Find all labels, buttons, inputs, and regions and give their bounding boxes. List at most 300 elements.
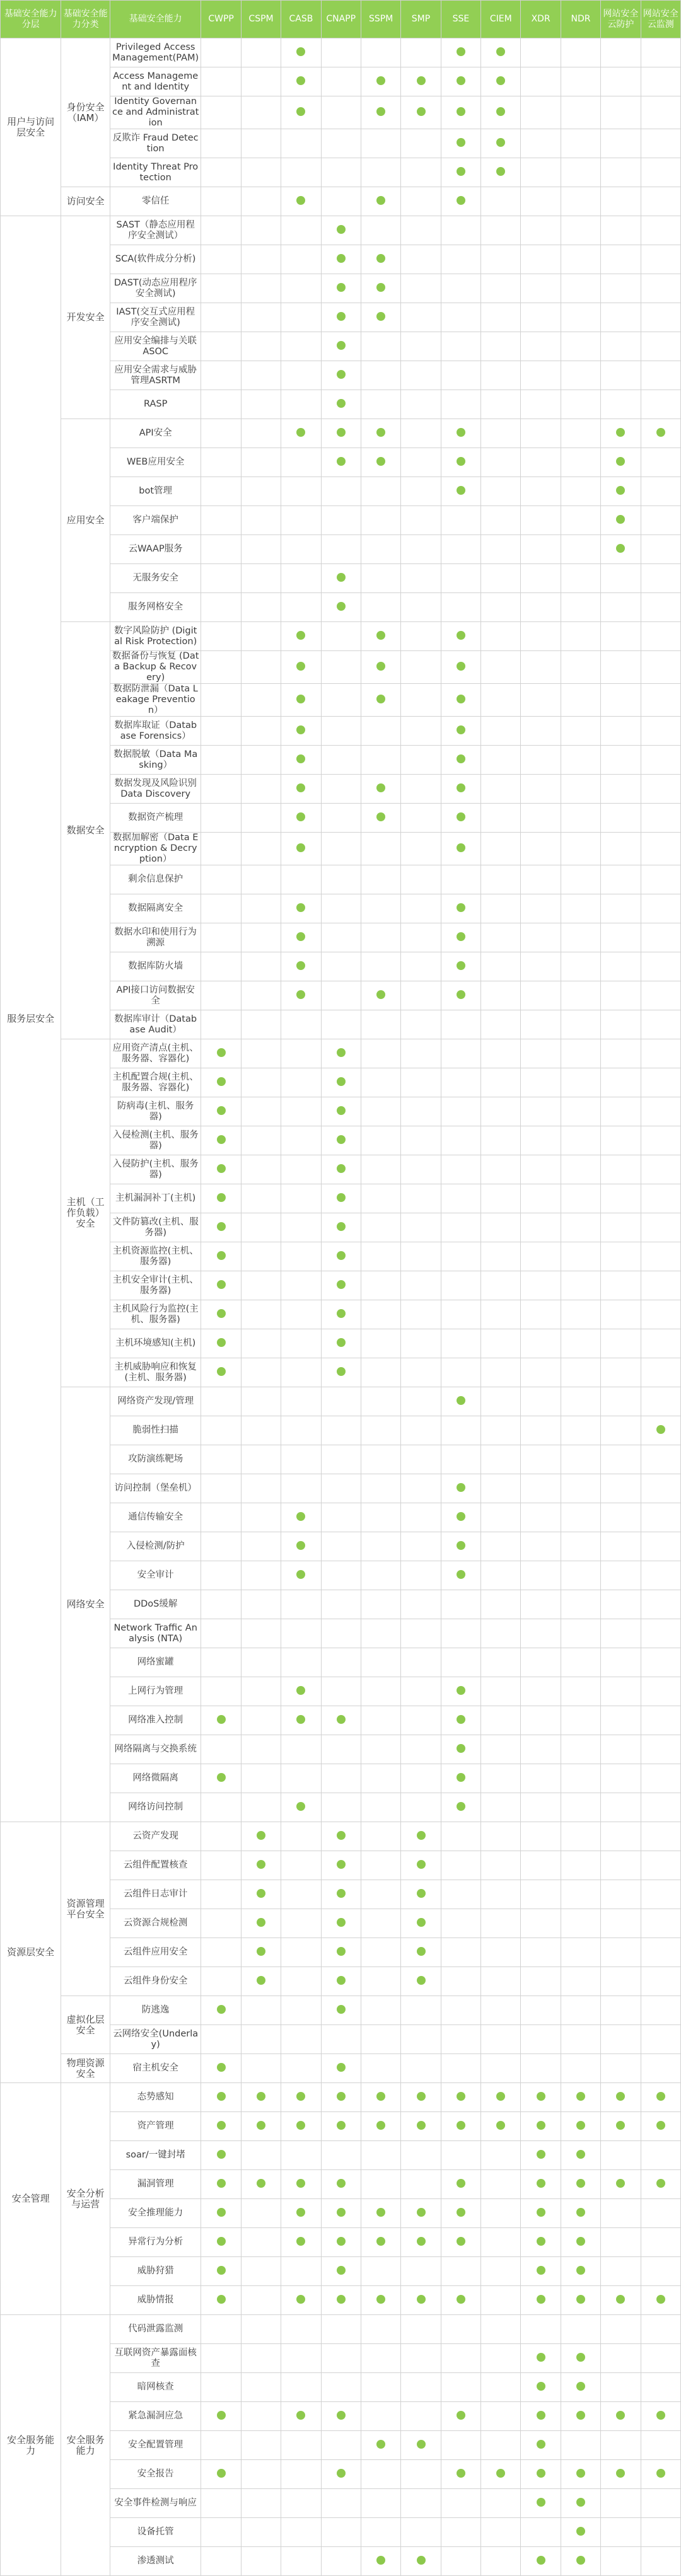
category-cell: 安全服务能力	[61, 2315, 110, 2576]
support-cell	[401, 2344, 441, 2373]
support-cell	[241, 952, 281, 981]
support-cell	[401, 535, 441, 564]
capability-cell: 数据库取证（Database Forensics）	[110, 717, 201, 746]
support-cell	[401, 2518, 441, 2547]
support-cell	[561, 2315, 600, 2344]
support-cell	[481, 1242, 521, 1271]
support-cell	[401, 1010, 441, 1039]
supported-dot-icon	[417, 2440, 426, 2449]
support-cell	[441, 1010, 480, 1039]
supported-dot-icon	[457, 76, 465, 85]
support-cell	[441, 684, 480, 717]
support-cell	[441, 1387, 480, 1416]
support-cell	[601, 1793, 641, 1822]
support-cell	[241, 2025, 281, 2054]
support-cell	[321, 535, 361, 564]
support-cell	[401, 1938, 441, 1967]
support-cell	[281, 2141, 321, 2170]
support-cell	[441, 2315, 480, 2344]
support-cell	[201, 1445, 241, 1474]
supported-dot-icon	[457, 662, 465, 671]
support-cell	[441, 833, 480, 865]
support-cell	[361, 1735, 400, 1764]
support-cell	[321, 1706, 361, 1735]
supported-dot-icon	[616, 428, 625, 437]
supported-dot-icon	[457, 486, 465, 495]
support-cell	[561, 506, 600, 535]
support-cell	[321, 1445, 361, 1474]
supported-dot-icon	[457, 695, 465, 703]
support-cell	[641, 981, 680, 1010]
support-cell	[641, 477, 680, 506]
support-cell	[481, 216, 521, 245]
support-cell	[481, 1996, 521, 2025]
support-cell	[241, 477, 281, 506]
supported-dot-icon	[496, 76, 505, 85]
supported-dot-icon	[376, 2092, 385, 2101]
supported-dot-icon	[576, 2295, 585, 2304]
support-cell	[521, 1416, 561, 1445]
support-cell	[201, 38, 241, 67]
supported-dot-icon	[376, 283, 385, 292]
support-cell	[641, 1967, 680, 1996]
support-cell	[441, 2373, 480, 2402]
column-header: CWPP	[201, 1, 241, 38]
support-cell	[601, 564, 641, 593]
supported-dot-icon	[296, 1541, 305, 1550]
supported-dot-icon	[337, 254, 346, 263]
support-cell	[361, 274, 400, 303]
support-cell	[521, 1851, 561, 1880]
support-cell	[561, 1242, 600, 1271]
supported-dot-icon	[217, 2092, 226, 2101]
support-cell	[601, 2257, 641, 2286]
support-cell	[441, 2489, 480, 2518]
support-cell	[641, 1764, 680, 1793]
support-cell	[521, 2373, 561, 2402]
support-cell	[601, 448, 641, 477]
supported-dot-icon	[217, 2063, 226, 2072]
supported-dot-icon	[296, 2237, 305, 2246]
support-cell	[241, 245, 281, 274]
support-cell	[561, 923, 600, 952]
support-cell	[401, 833, 441, 865]
support-cell	[641, 535, 680, 564]
capability-cell: DAST(动态应用程序安全测试)	[110, 274, 201, 303]
support-cell	[641, 622, 680, 651]
supported-dot-icon	[457, 2469, 465, 2478]
supported-dot-icon	[616, 2295, 625, 2304]
support-cell	[601, 1648, 641, 1677]
support-cell	[641, 2025, 680, 2054]
supported-dot-icon	[457, 1483, 465, 1492]
supported-dot-icon	[217, 1048, 226, 1057]
capability-cell: WEB应用安全	[110, 448, 201, 477]
support-cell	[281, 746, 321, 775]
support-cell	[321, 2112, 361, 2141]
support-cell	[201, 1300, 241, 1329]
supported-dot-icon	[496, 47, 505, 56]
support-cell	[561, 775, 600, 804]
support-cell	[561, 1851, 600, 1880]
support-cell	[401, 187, 441, 216]
support-cell	[281, 419, 321, 448]
support-cell	[281, 1619, 321, 1648]
supported-dot-icon	[376, 2295, 385, 2304]
support-cell	[641, 303, 680, 332]
support-cell	[361, 448, 400, 477]
capability-cell: 安全审计	[110, 1561, 201, 1590]
support-cell	[201, 1010, 241, 1039]
support-cell	[201, 1822, 241, 1851]
table-row	[1, 419, 681, 448]
capability-cell: 服务网格安全	[110, 593, 201, 622]
support-cell	[481, 833, 521, 865]
supported-dot-icon	[337, 428, 346, 437]
supported-dot-icon	[217, 1251, 226, 1260]
supported-dot-icon	[576, 2179, 585, 2188]
support-cell	[361, 684, 400, 717]
support-cell	[601, 1532, 641, 1561]
supported-dot-icon	[296, 631, 305, 640]
support-cell	[241, 2170, 281, 2199]
support-cell	[201, 1619, 241, 1648]
supported-dot-icon	[576, 2208, 585, 2217]
support-cell	[641, 717, 680, 746]
support-cell	[281, 1938, 321, 1967]
support-cell	[241, 2199, 281, 2228]
supported-dot-icon	[496, 138, 505, 147]
support-cell	[241, 158, 281, 187]
support-cell	[401, 1387, 441, 1416]
supported-dot-icon	[337, 1889, 346, 1898]
support-cell	[561, 2199, 600, 2228]
support-cell	[241, 1010, 281, 1039]
layer-cell: 安全管理	[1, 2083, 61, 2315]
supported-dot-icon	[457, 631, 465, 640]
support-cell	[321, 129, 361, 158]
support-cell	[521, 245, 561, 274]
support-cell	[641, 1445, 680, 1474]
support-cell	[641, 448, 680, 477]
support-cell	[441, 506, 480, 535]
support-cell	[321, 1967, 361, 1996]
support-cell	[401, 1909, 441, 1938]
support-cell	[321, 2518, 361, 2547]
supported-dot-icon	[296, 1570, 305, 1579]
support-cell	[521, 477, 561, 506]
support-cell	[481, 1329, 521, 1358]
supported-dot-icon	[296, 2092, 305, 2101]
support-cell	[481, 274, 521, 303]
support-cell	[641, 2344, 680, 2373]
support-cell	[481, 865, 521, 894]
support-cell	[561, 1909, 600, 1938]
support-cell	[561, 2083, 600, 2112]
support-cell	[521, 1938, 561, 1967]
header-row	[1, 1, 681, 38]
support-cell	[361, 1329, 400, 1358]
support-cell	[521, 1358, 561, 1387]
support-cell	[361, 622, 400, 651]
supported-dot-icon	[457, 138, 465, 147]
support-cell	[601, 1996, 641, 2025]
supported-dot-icon	[537, 2150, 545, 2159]
capability-cell: 入侵检测/防护	[110, 1532, 201, 1561]
support-cell	[281, 38, 321, 67]
support-cell	[281, 1329, 321, 1358]
support-cell	[361, 96, 400, 129]
support-cell	[481, 2199, 521, 2228]
support-cell	[521, 1619, 561, 1648]
support-cell	[561, 1619, 600, 1648]
support-cell	[521, 1590, 561, 1619]
support-cell	[481, 622, 521, 651]
support-cell	[561, 216, 600, 245]
support-cell	[601, 1126, 641, 1155]
support-cell	[441, 390, 480, 419]
support-cell	[641, 1996, 680, 2025]
supported-dot-icon	[217, 2469, 226, 2478]
support-cell	[401, 1590, 441, 1619]
support-cell	[361, 129, 400, 158]
support-cell	[601, 1155, 641, 1184]
support-cell	[361, 2199, 400, 2228]
support-cell	[321, 1213, 361, 1242]
supported-dot-icon	[217, 1773, 226, 1782]
support-cell	[241, 1851, 281, 1880]
supported-dot-icon	[417, 1976, 426, 1985]
supported-dot-icon	[417, 2208, 426, 2217]
support-cell	[521, 1764, 561, 1793]
support-cell	[401, 1967, 441, 1996]
table-row	[1, 1387, 681, 1416]
support-cell	[521, 894, 561, 923]
support-cell	[361, 1300, 400, 1329]
support-cell	[441, 804, 480, 833]
support-cell	[521, 1909, 561, 1938]
supported-dot-icon	[616, 2179, 625, 2188]
support-cell	[201, 535, 241, 564]
support-cell	[441, 1416, 480, 1445]
support-cell	[241, 1996, 281, 2025]
support-cell	[401, 564, 441, 593]
support-cell	[641, 506, 680, 535]
support-cell	[401, 1445, 441, 1474]
support-cell	[241, 1387, 281, 1416]
support-cell	[441, 1474, 480, 1503]
support-cell	[401, 1474, 441, 1503]
support-cell	[321, 2228, 361, 2257]
supported-dot-icon	[217, 2121, 226, 2130]
table-row	[1, 622, 681, 651]
category-cell: 访问安全	[61, 187, 110, 216]
supported-dot-icon	[496, 107, 505, 116]
support-cell	[281, 1503, 321, 1532]
support-cell	[561, 746, 600, 775]
supported-dot-icon	[417, 1918, 426, 1927]
support-cell	[641, 245, 680, 274]
supported-dot-icon	[376, 2208, 385, 2217]
support-cell	[641, 2083, 680, 2112]
support-cell	[601, 2489, 641, 2518]
support-cell	[241, 1648, 281, 1677]
support-cell	[321, 923, 361, 952]
support-cell	[281, 2344, 321, 2373]
supported-dot-icon	[417, 1889, 426, 1898]
support-cell	[441, 1242, 480, 1271]
supported-dot-icon	[457, 1686, 465, 1695]
support-cell	[521, 593, 561, 622]
capability-cell: 主机安全审计(主机、服务器)	[110, 1271, 201, 1300]
support-cell	[641, 96, 680, 129]
support-cell	[321, 245, 361, 274]
support-cell	[201, 2025, 241, 2054]
support-cell	[201, 129, 241, 158]
supported-dot-icon	[457, 196, 465, 205]
support-cell	[361, 1126, 400, 1155]
support-cell	[241, 1155, 281, 1184]
support-cell	[441, 2460, 480, 2489]
supported-dot-icon	[537, 2295, 545, 2304]
support-cell	[561, 2286, 600, 2315]
support-cell	[401, 717, 441, 746]
support-cell	[401, 477, 441, 506]
support-cell	[281, 1880, 321, 1909]
supported-dot-icon	[457, 812, 465, 821]
support-cell	[561, 684, 600, 717]
support-cell	[321, 1764, 361, 1793]
column-header: 网站安全云防护	[601, 1, 641, 38]
support-cell	[361, 1793, 400, 1822]
support-cell	[641, 2257, 680, 2286]
capability-cell: 设备托管	[110, 2518, 201, 2547]
capability-cell: 安全报告	[110, 2460, 201, 2489]
support-cell	[201, 2083, 241, 2112]
support-cell	[281, 216, 321, 245]
supported-dot-icon	[337, 399, 346, 408]
support-cell	[601, 684, 641, 717]
support-cell	[521, 506, 561, 535]
supported-dot-icon	[537, 2411, 545, 2420]
support-cell	[441, 1590, 480, 1619]
support-cell	[601, 2083, 641, 2112]
support-cell	[441, 1764, 480, 1793]
supported-dot-icon	[376, 312, 385, 321]
support-cell	[641, 2402, 680, 2431]
support-cell	[441, 535, 480, 564]
support-cell	[601, 2344, 641, 2373]
support-cell	[521, 981, 561, 1010]
capability-cell: 网络微隔离	[110, 1764, 201, 1793]
support-cell	[441, 448, 480, 477]
supported-dot-icon	[457, 961, 465, 970]
support-cell	[321, 2199, 361, 2228]
support-cell	[481, 187, 521, 216]
support-cell	[321, 1387, 361, 1416]
capability-cell: 威胁情报	[110, 2286, 201, 2315]
supported-dot-icon	[417, 2556, 426, 2565]
support-cell	[481, 2112, 521, 2141]
support-cell	[201, 2373, 241, 2402]
support-cell	[361, 1242, 400, 1271]
support-cell	[361, 717, 400, 746]
support-cell	[241, 129, 281, 158]
support-cell	[521, 274, 561, 303]
support-cell	[561, 1503, 600, 1532]
support-cell	[601, 1300, 641, 1329]
support-cell	[641, 1532, 680, 1561]
capability-cell: 网络蜜罐	[110, 1648, 201, 1677]
support-cell	[481, 2083, 521, 2112]
support-cell	[401, 2257, 441, 2286]
column-header: CASB	[281, 1, 321, 38]
support-cell	[321, 1677, 361, 1706]
support-cell	[561, 952, 600, 981]
supported-dot-icon	[537, 2440, 545, 2449]
support-cell	[601, 361, 641, 390]
support-cell	[321, 1793, 361, 1822]
supported-dot-icon	[296, 812, 305, 821]
support-cell	[641, 1155, 680, 1184]
support-cell	[401, 746, 441, 775]
support-cell	[481, 1619, 521, 1648]
support-cell	[321, 1010, 361, 1039]
support-cell	[561, 1010, 600, 1039]
support-cell	[521, 865, 561, 894]
supported-dot-icon	[296, 662, 305, 671]
support-cell	[201, 1155, 241, 1184]
support-cell	[321, 216, 361, 245]
capability-cell: 云资产发现	[110, 1822, 201, 1851]
support-cell	[281, 1184, 321, 1213]
support-cell	[241, 2286, 281, 2315]
support-cell	[641, 894, 680, 923]
supported-dot-icon	[417, 107, 426, 116]
support-cell	[441, 923, 480, 952]
support-cell	[401, 1619, 441, 1648]
support-cell	[521, 1213, 561, 1242]
support-cell	[321, 593, 361, 622]
support-cell	[401, 361, 441, 390]
support-cell	[361, 1445, 400, 1474]
supported-dot-icon	[537, 2208, 545, 2217]
support-cell	[641, 67, 680, 96]
capability-cell: 网络访问控制	[110, 1793, 201, 1822]
capability-cell: 主机威胁响应和恢复(主机、服务器)	[110, 1358, 201, 1387]
supported-dot-icon	[576, 2556, 585, 2565]
support-cell	[241, 187, 281, 216]
support-cell	[561, 1358, 600, 1387]
support-cell	[241, 1242, 281, 1271]
support-cell	[201, 1474, 241, 1503]
supported-dot-icon	[217, 1106, 226, 1115]
support-cell	[281, 361, 321, 390]
support-cell	[481, 1358, 521, 1387]
support-cell	[281, 2112, 321, 2141]
support-cell	[481, 684, 521, 717]
support-cell	[241, 303, 281, 332]
support-cell	[561, 1068, 600, 1097]
supported-dot-icon	[656, 2121, 665, 2130]
support-cell	[441, 2257, 480, 2286]
support-cell	[641, 1561, 680, 1590]
support-cell	[201, 1793, 241, 1822]
support-cell	[241, 1184, 281, 1213]
support-cell	[361, 2112, 400, 2141]
support-cell	[321, 332, 361, 361]
support-cell	[481, 2402, 521, 2431]
